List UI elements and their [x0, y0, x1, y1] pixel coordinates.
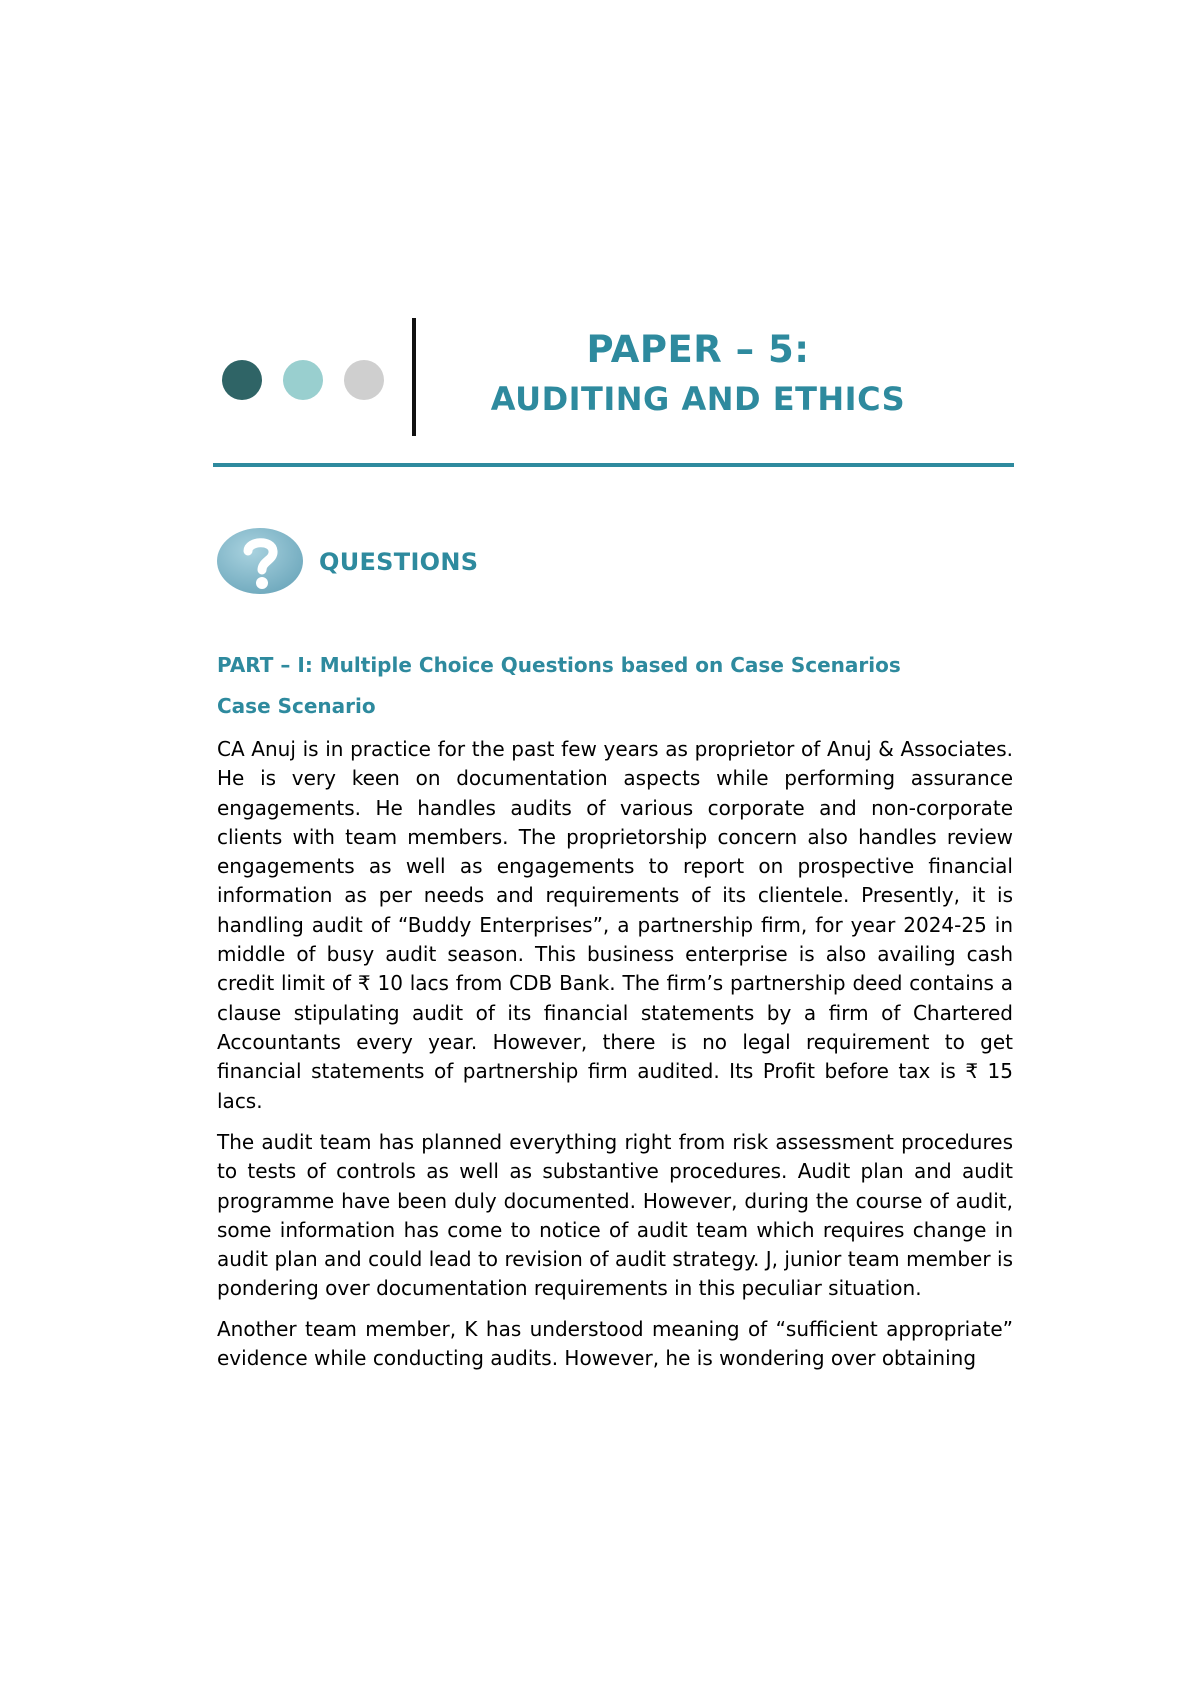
header-divider — [412, 318, 416, 436]
question-mark-icon — [216, 527, 304, 595]
header-rule — [213, 463, 1014, 467]
case-scenario-heading: Case Scenario — [217, 694, 376, 718]
decorative-dot-grey — [344, 360, 384, 400]
decorative-dot-light — [283, 360, 323, 400]
questions-heading: QUESTIONS — [319, 548, 479, 576]
part-heading: PART – I: Multiple Choice Questions based on Case Scenarios — [217, 653, 901, 677]
case-paragraph: CA Anuj is in practice for the past few years as proprietor of Anuj & Associates. He is very keen on documentation aspects while performing assurance engagements. He handles audits of various corporate and non-corporate clients with team members. The proprietorship concern also handles review engagements as well as engagements to report on prospective financial information as per needs and requirements of its clientele. Presently, it is handling audit of “Buddy Enterprises”, a partnership firm, for year 2024-25 in middle of busy audit season. This business enterprise is also availing cash credit limit of ₹ 10 lacs from CDB Bank. The firm’s partnership deed contains a clause stipulating audit of its financial statements by a firm of Chartered Accountants every year. However, there is no legal requirement to get financial statements of partnership firm audited. Its Profit before tax is ₹ 15 lacs. — [217, 737, 1013, 1113]
paper-number-title: PAPER – 5: — [586, 328, 810, 371]
case-paragraph: Another team member, K has understood meaning of “sufficient appropriate” evidence while conducting audits. However, he is wondering over obtaining — [217, 1317, 1013, 1371]
paper-header — [213, 318, 1013, 438]
decorative-dot-dark — [222, 360, 262, 400]
case-paragraph: The audit team has planned everything right from risk assessment procedures to tests of controls as well as substantive procedures. Audit plan and audit programme have been duly documented. However, during the course of audit, some information has come to notice of audit team which requires change in audit plan and could lead to revision of audit strategy. J, junior team member is pondering over documentation requirements in this peculiar situation. — [217, 1130, 1013, 1301]
paper-subject-title: AUDITING AND ETHICS — [490, 380, 906, 418]
